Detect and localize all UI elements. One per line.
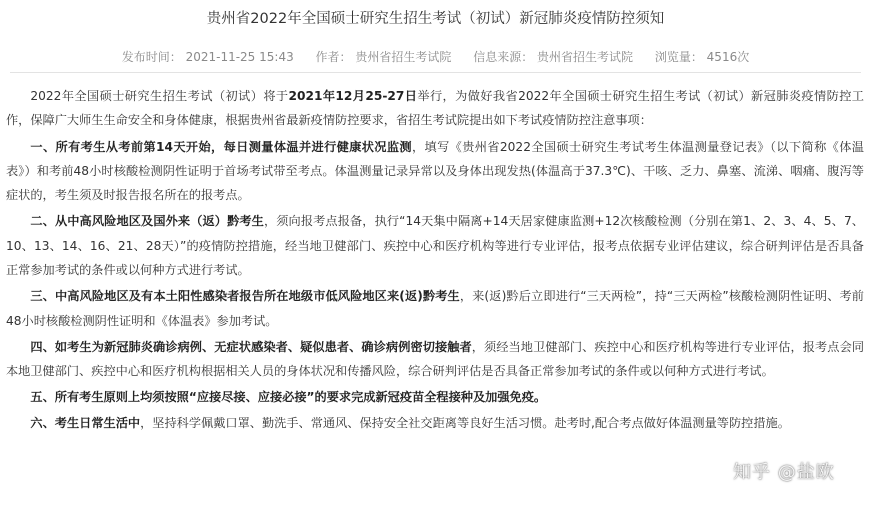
item-1-heading: 一、所有考生从考前第14天开始，每日测量体温并进行健康状况监测 (30, 139, 412, 154)
article-body (6, 84, 864, 438)
item-5-heading: 五、所有考生原则上均须按照“应接尽接、应接必接”的要求完成新冠疫苗全程接种及加强免疫。 (30, 390, 547, 405)
intro-text-a: 2022年全国硕士研究生招生考试（初试）将于 (30, 89, 289, 103)
item-1 (6, 135, 864, 208)
publish-time: 发布时间： 2021-11-25 15:43 (121, 50, 294, 64)
item-4-text: ，须经当地卫健部门、疾控中心和医疗机构等进行专业评估，报考点会同本地卫健部门、疾控中心和医疗机构根据相关人员的身体状况和传播风险，综合研判评估是否具备正常参加考试的条件或以何种方式进行考试。 (6, 339, 865, 379)
item-2-text: ，须向报考点报备，执行“14天集中隔离+14天居家健康监测+12次核酸检测（分别在第1、2、3、4、5、7、10、13、14、16、21、28天）”的疫情防控措施，经当地卫健部门、疾控中心和医疗机构等进行专业评估，报考点依据专业评估建议，综合研判评估是否具备正常参加考试的条件或以何种方式进行考试。 (6, 214, 864, 278)
item-3-heading: 三、中高风险地区及有本土阳性感染者报告所在地级市低风险地区来(返)黔考生 (30, 289, 460, 304)
item-4-heading: 四、如考生为新冠肺炎确诊病例、无症状感染者、疑似患者、确诊病例密切接触者 (30, 339, 472, 354)
item-6-heading: 六、考生日常生活中 (30, 416, 141, 431)
item-3-text: ，来(返)黔后立即进行“三天两检”，持“三天两检”核酸检测阴性证明、考前48小时核酸检测阴性证明和《体温表》参加考试。 (6, 289, 864, 328)
item-1-text: ，填写《贵州省2022全国硕士研究生考试考生体温测量登记表》（以下简称《体温表》）和考前48小时核酸检测阴性证明于首场考试带至考点。体温测量记录异常以及身体出现发热(体温高于37.3℃)、干咳、乏力、鼻塞、流涕、咽痛、腹泻等症状的，考生须及时报告报名所在的报考点。 (6, 139, 864, 203)
item-2-heading: 二、从中高风险地区及国外来（返）黔考生 (30, 214, 264, 229)
author: 作者： 贵州省招生考试院 (315, 50, 452, 64)
view-count: 浏览量： 4516次 (654, 50, 750, 64)
item-6-text: ，坚持科学佩戴口罩、勤洗手、常通风、保持安全社交距离等良好生活习惯。赴考时,配合考点做好体温测量等防控措施。 (140, 416, 790, 431)
intro-text-b: 举行，为做好我省2022年全国硕士研究生招生考试（初试）新冠肺炎疫情防控工作，保障广大师生生命安全和身体健康，根据贵州省最新疫情防控要求，省招生考试院提出如下考试疫情防控注意事项： (6, 89, 864, 128)
item-3 (6, 284, 864, 333)
info-source: 信息来源： 贵州省招生考试院 (473, 50, 634, 64)
intro-paragraph (6, 84, 864, 133)
item-4 (6, 335, 864, 384)
header-divider (10, 72, 861, 73)
article-meta (0, 48, 871, 66)
exam-date: 2021年12月25-27日 (288, 89, 418, 103)
item-5 (6, 385, 864, 409)
item-6 (6, 411, 864, 435)
zhihu-watermark: 知乎 @盐欧 (733, 462, 835, 483)
page-title: 贵州省2022年全国硕士研究生招生考试（初试）新冠肺炎疫情防控须知 (206, 11, 665, 27)
item-2 (6, 209, 864, 282)
